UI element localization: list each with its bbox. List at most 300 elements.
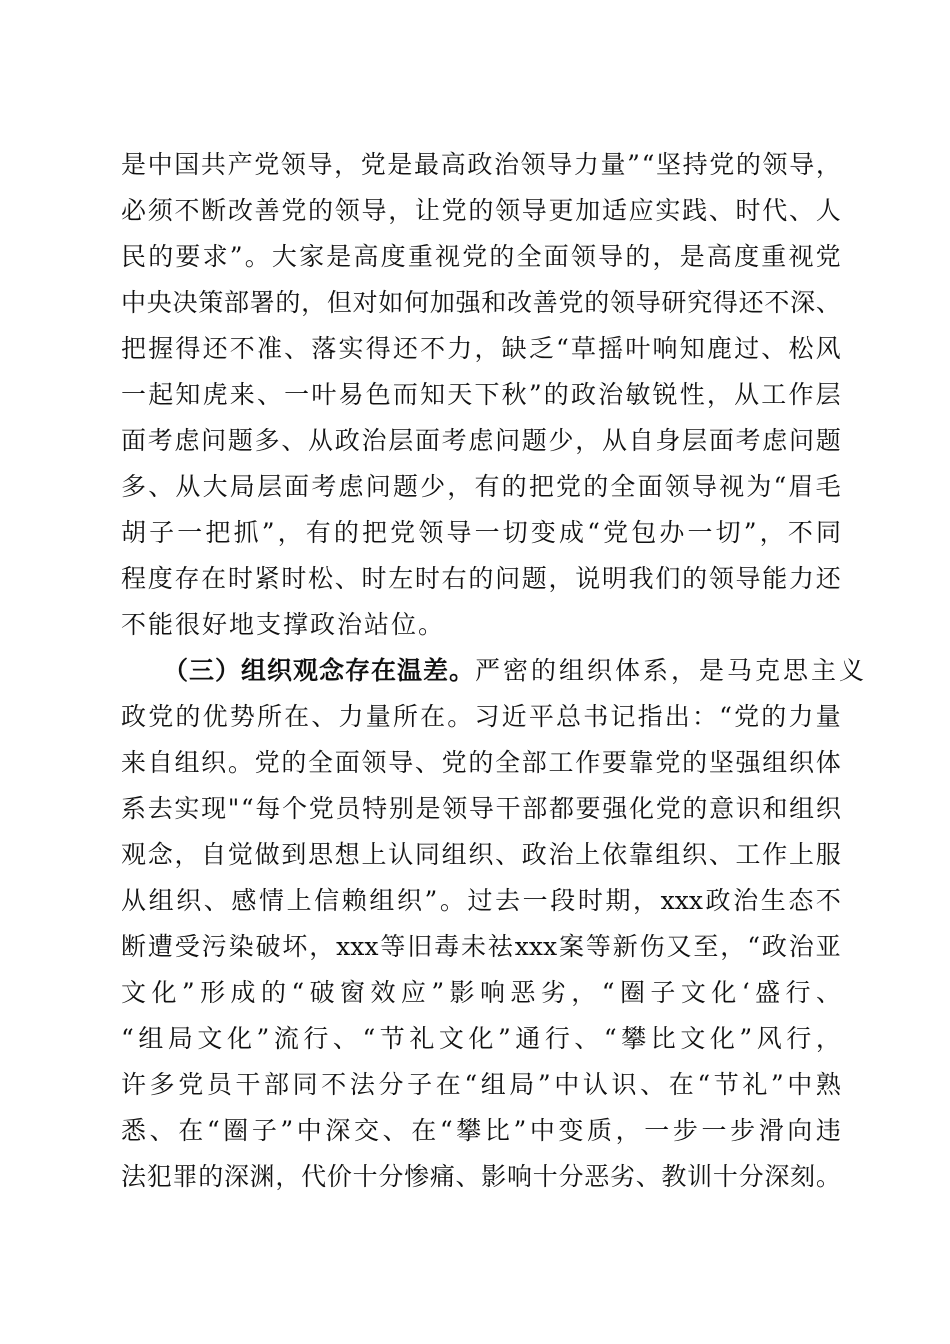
section-line: [121, 697, 841, 737]
section-line: [121, 973, 841, 1013]
glyph: 易: [338, 380, 364, 409]
glyph: 应: [628, 196, 654, 225]
glyph: 盛: [755, 978, 781, 1007]
glyph: 起: [148, 380, 174, 409]
glyph: 不: [764, 288, 790, 317]
glyph: 响: [479, 978, 505, 1007]
glyph: 信: [314, 886, 340, 915]
section-line: [121, 1157, 841, 1197]
glyph: 强: [602, 794, 628, 823]
glyph: 出: [664, 702, 690, 731]
glyph: 领: [280, 150, 306, 179]
glyph: 政: [521, 840, 547, 869]
body-line: [121, 421, 841, 461]
glyph: 坚: [708, 748, 734, 777]
section-heading: （三）组织观念存在温差。: [163, 656, 476, 685]
glyph: 高: [353, 242, 379, 271]
glyph: 紧: [254, 564, 280, 593]
glyph: 组: [789, 794, 815, 823]
glyph: 。: [244, 242, 270, 271]
glyph: 导: [547, 150, 573, 179]
glyph: 量: [600, 150, 626, 179]
glyph: 中: [296, 1116, 322, 1145]
body-line: [121, 145, 841, 185]
glyph: “: [206, 1116, 220, 1145]
glyph: 部: [522, 794, 548, 823]
glyph: 风: [815, 334, 841, 363]
glyph: 让: [414, 196, 440, 225]
glyph: 党: [148, 702, 174, 731]
glyph: ，: [759, 518, 785, 547]
glyph: 把: [362, 518, 388, 547]
glyph: 靠: [628, 840, 654, 869]
glyph: 导: [307, 150, 333, 179]
glyph: 做: [254, 840, 280, 869]
glyph: 毛: [815, 472, 841, 501]
glyph: 步: [730, 1116, 756, 1145]
glyph: 乏: [528, 334, 554, 363]
glyph: ，: [652, 242, 678, 271]
glyph: 不: [321, 1070, 347, 1099]
glyph: 情: [258, 886, 284, 915]
glyph: ，: [575, 426, 601, 455]
glyph: 的: [489, 242, 515, 271]
glyph: 领: [570, 242, 596, 271]
glyph: ：: [691, 702, 717, 731]
glyph: 高: [440, 150, 466, 179]
glyph: 多: [254, 426, 280, 455]
glyph: 工: [548, 748, 574, 777]
glyph: 响: [507, 1162, 533, 1191]
glyph: 、: [635, 1162, 661, 1191]
glyph: 考: [147, 426, 173, 455]
glyph: 党: [603, 518, 629, 547]
glyph: 深: [223, 1162, 249, 1191]
glyph: ，: [388, 196, 414, 225]
glyph: 同: [292, 1070, 318, 1099]
glyph: 犯: [146, 1162, 172, 1191]
glyph: 局: [167, 1024, 193, 1053]
body-line: [121, 191, 841, 231]
glyph: 秋: [501, 380, 527, 409]
glyph: 思: [308, 840, 334, 869]
glyph: 包: [631, 518, 657, 547]
glyph: 等: [380, 932, 406, 961]
glyph: 影: [481, 1162, 507, 1191]
glyph: 摇: [598, 334, 624, 363]
glyph: 和: [481, 288, 507, 317]
glyph: 领: [664, 472, 690, 501]
glyph: 所: [392, 702, 418, 731]
glyph: 在: [435, 1070, 461, 1099]
glyph: 是: [415, 794, 441, 823]
glyph: 面: [121, 426, 147, 455]
glyph: 织: [201, 748, 227, 777]
glyph: ”: [261, 518, 275, 547]
glyph: 求: [202, 242, 228, 271]
glyph: 又: [666, 932, 692, 961]
glyph: 的: [584, 288, 610, 317]
glyph: ，: [309, 932, 335, 961]
glyph: 去: [147, 794, 173, 823]
glyph: 我: [628, 564, 654, 593]
glyph: 同: [815, 518, 841, 547]
glyph: ，: [815, 1024, 841, 1053]
section-first-line-rest: 严密的组织体系，是马克思主义: [475, 656, 868, 685]
glyph: 政: [334, 426, 360, 455]
glyph: 题: [521, 564, 547, 593]
glyph: 、: [495, 840, 521, 869]
glyph: “: [747, 932, 760, 961]
glyph: 觉: [227, 840, 253, 869]
glyph: 至: [693, 932, 719, 961]
glyph: 时: [414, 564, 440, 593]
glyph: 现: [201, 794, 227, 823]
glyph: 作: [762, 840, 788, 869]
glyph: 许: [121, 1070, 147, 1099]
glyph: 问: [365, 472, 391, 501]
glyph: 悉: [121, 1116, 147, 1145]
glyph: 织: [176, 886, 202, 915]
glyph: 、: [332, 1024, 358, 1053]
glyph: 有: [474, 472, 500, 501]
glyph: 政: [761, 932, 787, 961]
glyph: 不: [174, 196, 200, 225]
glyph: 切: [715, 518, 741, 547]
glyph: 知: [679, 334, 705, 363]
glyph: 缺: [501, 334, 527, 363]
glyph: 政: [467, 150, 493, 179]
glyph: 的: [148, 242, 174, 271]
glyph: ": [227, 794, 240, 823]
glyph: 赖: [341, 886, 367, 915]
glyph: 度: [380, 242, 406, 271]
glyph: 一: [121, 380, 147, 409]
glyph: ”: [424, 886, 438, 915]
glyph: 少: [420, 472, 446, 501]
glyph: 都: [548, 794, 574, 823]
glyph: 领: [520, 150, 546, 179]
glyph: 工: [735, 840, 761, 869]
glyph: “: [362, 1024, 376, 1053]
glyph: “: [291, 978, 305, 1007]
glyph: 比: [650, 1024, 676, 1053]
glyph: 从: [601, 426, 627, 455]
glyph: 导: [789, 150, 815, 179]
body-line: [121, 283, 841, 323]
glyph: 、: [788, 196, 814, 225]
glyph: 文: [121, 978, 147, 1007]
glyph: 党: [254, 748, 280, 777]
glyph: 在: [178, 1116, 204, 1145]
glyph: ”: [627, 150, 640, 179]
glyph: 在: [668, 1070, 694, 1099]
glyph: 惨: [404, 1162, 430, 1191]
glyph: ，: [633, 886, 659, 915]
glyph: 不: [229, 334, 255, 363]
glyph: 滑: [758, 1116, 784, 1145]
glyph: 办: [659, 518, 685, 547]
glyph: 祛: [487, 932, 513, 961]
glyph: 必: [121, 196, 147, 225]
glyph: 中: [787, 1070, 813, 1099]
glyph: 记: [610, 702, 636, 731]
glyph: 署: [249, 288, 275, 317]
glyph: 实: [655, 196, 681, 225]
glyph: 节: [713, 1070, 739, 1099]
glyph: 恶: [584, 1162, 610, 1191]
glyph: ，: [277, 518, 303, 547]
glyph: 政: [705, 886, 731, 915]
glyph: “: [697, 1070, 711, 1099]
glyph: 、: [334, 564, 360, 593]
glyph: “: [603, 1024, 617, 1053]
glyph: 下: [474, 380, 500, 409]
glyph: 面: [334, 748, 360, 777]
glyph: 还: [392, 334, 418, 363]
glyph: 得: [365, 334, 391, 363]
glyph: 的: [275, 288, 301, 317]
glyph: 圈: [619, 978, 645, 1007]
glyph: 一: [522, 886, 548, 915]
glyph: 导: [635, 288, 661, 317]
glyph: 一: [474, 518, 500, 547]
glyph: 、: [574, 1024, 600, 1053]
glyph: 在: [420, 702, 446, 731]
glyph: 、: [311, 702, 337, 731]
glyph: 、: [708, 196, 734, 225]
glyph: 力: [573, 150, 599, 179]
glyph: 组: [369, 886, 395, 915]
glyph: 变: [530, 518, 556, 547]
glyph: 导: [446, 518, 472, 547]
glyph: 十: [532, 1162, 558, 1191]
glyph: 的: [682, 794, 708, 823]
glyph: 风: [756, 1024, 782, 1053]
glyph: 叶: [311, 380, 337, 409]
glyph: 视: [719, 472, 745, 501]
glyph: 组: [148, 886, 174, 915]
glyph: 子: [650, 978, 676, 1007]
glyph: 组: [174, 748, 200, 777]
glyph: ”: [743, 518, 757, 547]
glyph: 领: [361, 748, 387, 777]
glyph: 央: [146, 288, 172, 317]
glyph: 一: [701, 1116, 727, 1145]
glyph: 有: [305, 518, 331, 547]
section-line: [121, 927, 841, 967]
glyph: 织: [788, 748, 814, 777]
glyph: 所: [256, 702, 282, 731]
glyph: 党: [441, 196, 467, 225]
glyph: ”: [528, 380, 542, 409]
glyph: 领: [609, 288, 635, 317]
glyph: 强: [735, 748, 761, 777]
glyph: 文: [680, 1024, 706, 1053]
glyph: 大: [202, 472, 228, 501]
glyph: 决: [172, 288, 198, 317]
glyph: 的: [468, 564, 494, 593]
glyph: 面: [543, 242, 569, 271]
glyph: 多: [121, 472, 147, 501]
glyph: 虎: [202, 380, 228, 409]
glyph: 层: [256, 472, 282, 501]
glyph: 把: [121, 334, 147, 363]
glyph: 还: [202, 334, 228, 363]
glyph: 攀: [621, 1024, 647, 1053]
glyph: 变: [558, 1116, 584, 1145]
glyph: 问: [788, 426, 814, 455]
glyph: 力: [788, 564, 814, 593]
glyph: 组: [655, 840, 681, 869]
glyph: 分: [378, 1070, 404, 1099]
glyph: 断: [121, 932, 147, 961]
glyph: 想: [334, 840, 360, 869]
glyph: 力: [788, 702, 814, 731]
glyph: ，: [275, 1162, 301, 1191]
glyph: 、: [382, 1116, 408, 1145]
body-line: [121, 237, 841, 277]
glyph: 罪: [172, 1162, 198, 1191]
glyph: 导: [388, 748, 414, 777]
glyph: 全: [495, 748, 521, 777]
glyph: 在: [284, 702, 310, 731]
glyph: 认: [582, 1070, 608, 1099]
glyph: 考: [441, 426, 467, 455]
glyph: 组: [441, 840, 467, 869]
glyph: 更: [548, 196, 574, 225]
glyph: 党: [655, 748, 681, 777]
glyph: 从: [175, 472, 201, 501]
glyph: 指: [637, 702, 663, 731]
glyph: 近: [501, 702, 527, 731]
glyph: 大: [271, 242, 297, 271]
glyph: 礼: [742, 1070, 768, 1099]
glyph: 的: [543, 380, 569, 409]
glyph: 导: [735, 564, 761, 593]
glyph: 服: [815, 840, 841, 869]
glyph: 、: [149, 1116, 175, 1145]
glyph: 的: [468, 196, 494, 225]
glyph: 准: [256, 334, 282, 363]
glyph: 敏: [625, 380, 651, 409]
glyph: “: [641, 150, 655, 179]
glyph: 织: [815, 794, 841, 823]
section-line: [121, 1065, 841, 1105]
glyph: 每: [255, 794, 281, 823]
glyph: 在: [411, 1116, 437, 1145]
glyph: 虑: [338, 472, 364, 501]
glyph: 导: [598, 242, 624, 271]
glyph: 强: [455, 288, 481, 317]
glyph: 治: [548, 840, 574, 869]
glyph: 一: [284, 380, 310, 409]
glyph: 织: [396, 886, 422, 915]
glyph: 明: [601, 564, 627, 593]
glyph: 中: [147, 150, 173, 179]
glyph: 从: [121, 886, 147, 915]
glyph: 、: [281, 426, 307, 455]
glyph: 而: [392, 380, 418, 409]
section-line: [121, 789, 841, 829]
glyph: 上: [361, 840, 387, 869]
glyph: 。: [447, 702, 473, 731]
glyph: 导: [691, 472, 717, 501]
glyph: 层: [682, 426, 708, 455]
glyph: 的: [175, 702, 201, 731]
glyph: 流: [273, 1024, 299, 1053]
glyph: 是: [121, 150, 147, 179]
body-line: [121, 467, 841, 507]
glyph: 认: [388, 840, 414, 869]
glyph: 是: [679, 242, 705, 271]
glyph: 依: [601, 840, 627, 869]
glyph: 的: [468, 748, 494, 777]
glyph: 识: [611, 1070, 637, 1099]
glyph: 伤: [639, 932, 665, 961]
glyph: xxx: [660, 886, 703, 915]
glyph: 十: [352, 1162, 378, 1191]
glyph: 松: [308, 564, 334, 593]
glyph: 分: [558, 1162, 584, 1191]
glyph: 党: [308, 794, 334, 823]
body-line: 不能很好地支撑政治站位。: [121, 610, 446, 639]
glyph: 时: [227, 564, 253, 593]
glyph: ”: [229, 242, 243, 271]
glyph: 题: [815, 426, 841, 455]
glyph: 领: [334, 196, 360, 225]
glyph: 是: [387, 150, 413, 179]
glyph: ”: [513, 1116, 527, 1145]
glyph: 、: [815, 288, 841, 317]
glyph: 一: [177, 518, 203, 547]
glyph: 题: [392, 472, 418, 501]
glyph: 善: [254, 196, 280, 225]
glyph: 党: [815, 242, 841, 271]
glyph: 问: [201, 426, 227, 455]
glyph: ，: [334, 150, 360, 179]
glyph: 中: [554, 1070, 580, 1099]
body-line: [121, 559, 841, 599]
glyph: 、: [284, 334, 310, 363]
glyph: 从: [308, 426, 334, 455]
glyph: 圈: [223, 1116, 249, 1145]
glyph: 作: [575, 748, 601, 777]
glyph: 党: [462, 242, 488, 271]
glyph: ，: [174, 840, 200, 869]
glyph: 观: [121, 840, 147, 869]
glyph: 、: [414, 748, 440, 777]
glyph: 同: [414, 840, 440, 869]
glyph: 政: [121, 702, 147, 731]
glyph: 存: [174, 564, 200, 593]
glyph: 行: [303, 1024, 329, 1053]
glyph: 上: [286, 886, 312, 915]
glyph: 新: [612, 932, 638, 961]
glyph: 切: [502, 518, 528, 547]
glyph: 党: [558, 288, 584, 317]
glyph: “: [719, 702, 732, 731]
section-line: [121, 881, 841, 921]
glyph: 别: [388, 794, 414, 823]
glyph: 部: [264, 1070, 290, 1099]
glyph: 上: [788, 840, 814, 869]
glyph: 通: [515, 1024, 541, 1053]
glyph: 实: [174, 794, 200, 823]
glyph: 少: [548, 426, 574, 455]
glyph: ”: [770, 1070, 784, 1099]
glyph: 系: [121, 794, 147, 823]
